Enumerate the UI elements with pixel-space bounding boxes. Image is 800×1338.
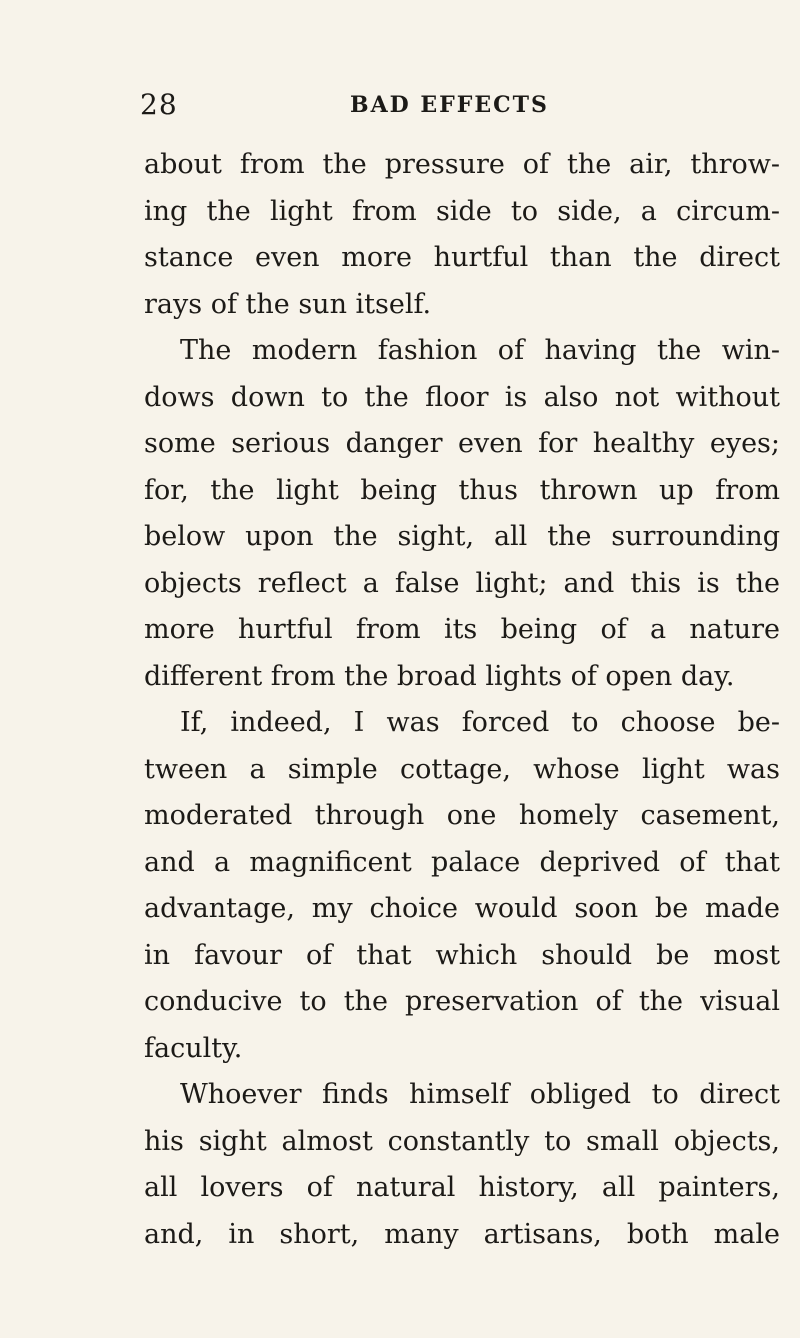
text-line: below upon the sight, all the surrounding [144,521,780,552]
text-line: If, indeed, I was forced to choose be- [180,707,780,738]
text-line: Whoever finds himself obliged to direct [180,1079,780,1110]
text-line: dows down to the floor is also not without [144,381,780,413]
body-text [144,142,780,1258]
page-number: 28 [140,88,178,121]
text-line: more hurtful from its being of a nature [144,614,780,645]
text-line: in favour of that which should be most [144,939,780,971]
text-line: for, the light being thus thrown up from [144,474,780,506]
text-line: rays of the sun itself. [144,288,432,320]
text-line: about from the pressure of the air, throw- [144,149,780,180]
text-line: and a magnificent palace deprived of that [144,846,780,878]
text-line: all lovers of natural history, all painters, [144,1172,780,1203]
text-line: tween a simple cottage, whose light was [144,753,780,785]
text-line: stance even more hurtful than the direct [144,242,780,273]
text-line: The modern fashion of having the win- [180,335,780,366]
text-line: his sight almost constantly to small objects, [144,1125,780,1157]
text-line: conducive to the preservation of the visual [144,986,780,1017]
text-line: some serious danger even for healthy eyes; [144,428,780,459]
text-line: advantage, my choice would soon be made [144,893,780,924]
running-head [140,88,780,128]
text-line: objects reflect a false light; and this is the [144,567,780,599]
text-line: faculty. [144,1032,243,1064]
text-line: moderated through one homely casement, [144,800,780,831]
running-title: BAD EFFECTS [350,92,549,118]
text-line: and, in short, many artisans, both male [144,1218,780,1250]
text-line: ing the light from side to side, a circum- [144,195,780,227]
text-line: different from the broad lights of open day. [144,660,735,692]
